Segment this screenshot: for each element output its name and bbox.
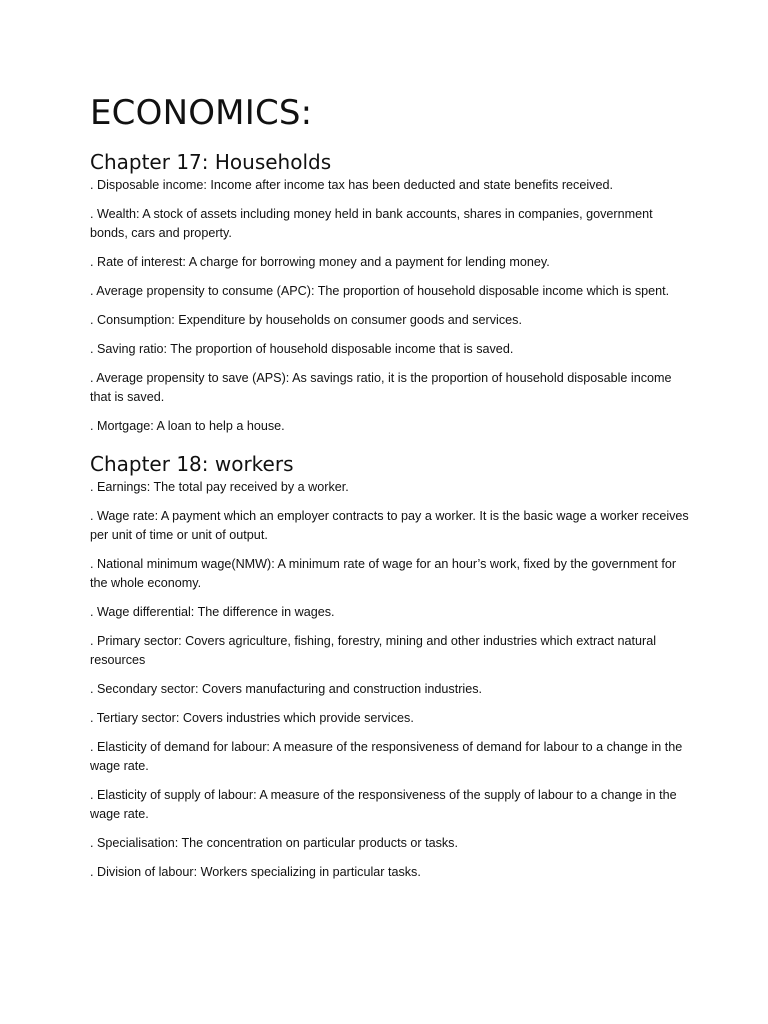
chapter-18-definitions [90,478,690,882]
definition-consumption: . Consumption: Expenditure by households on consumer goods and services. [90,313,522,327]
definition-elasticity-supply-labour: . Elasticity of supply of labour: A measure of the responsiveness of the supply of labour to a change in the wage rate. [90,788,677,821]
definition-earnings: . Earnings: The total pay received by a worker. [90,480,349,494]
definition-secondary-sector: . Secondary sector: Covers manufacturing and construction industries. [90,682,482,696]
chapter-17-definitions [90,176,690,436]
definition-aps: . Average propensity to save (APS): As savings ratio, it is the proportion of household disposable income that is saved. [90,371,672,404]
definition-disposable-income: . Disposable income: Income after income tax has been deducted and state benefits received. [90,178,613,192]
definition-mortgage: . Mortgage: A loan to help a house. [90,419,285,433]
definition-apc: . Average propensity to consume (APC): The proportion of household disposable income which is spent. [90,284,670,298]
definition-division-of-labour: . Division of labour: Workers specializing in particular tasks. [90,865,421,879]
definition-wage-rate: . Wage rate: A payment which an employer contracts to pay a worker. It is the basic wage a worker receives per unit of time or unit of output. [90,509,689,542]
definition-specialisation: . Specialisation: The concentration on particular products or tasks. [90,836,458,850]
definition-rate-of-interest: . Rate of interest: A charge for borrowing money and a payment for lending money. [90,255,550,269]
definition-wage-differential: . Wage differential: The difference in wages. [90,605,335,619]
definition-primary-sector: . Primary sector: Covers agriculture, fishing, forestry, mining and other industries which extract natural resources [90,634,657,667]
definition-saving-ratio: . Saving ratio: The proportion of household disposable income that is saved. [90,342,514,356]
definition-national-minimum-wage: . National minimum wage(NMW): A minimum rate of wage for an hour’s work, fixed by the government for the whole economy. [90,557,677,590]
chapter-18-heading: Chapter 18: workers [90,452,294,476]
definition-wealth: . Wealth: A stock of assets including money held in bank accounts, shares in companies, government bonds, cars and property. [90,207,653,240]
definition-elasticity-demand-labour: . Elasticity of demand for labour: A measure of the responsiveness of demand for labour to a change in the wage rate. [90,740,683,773]
chapter-17-heading: Chapter 17: Households [90,150,332,174]
definition-tertiary-sector: . Tertiary sector: Covers industries which provide services. [90,711,414,725]
chapter-18-section [90,451,690,892]
document-title: ECONOMICS: [90,93,313,133]
chapter-17-section [90,149,690,446]
